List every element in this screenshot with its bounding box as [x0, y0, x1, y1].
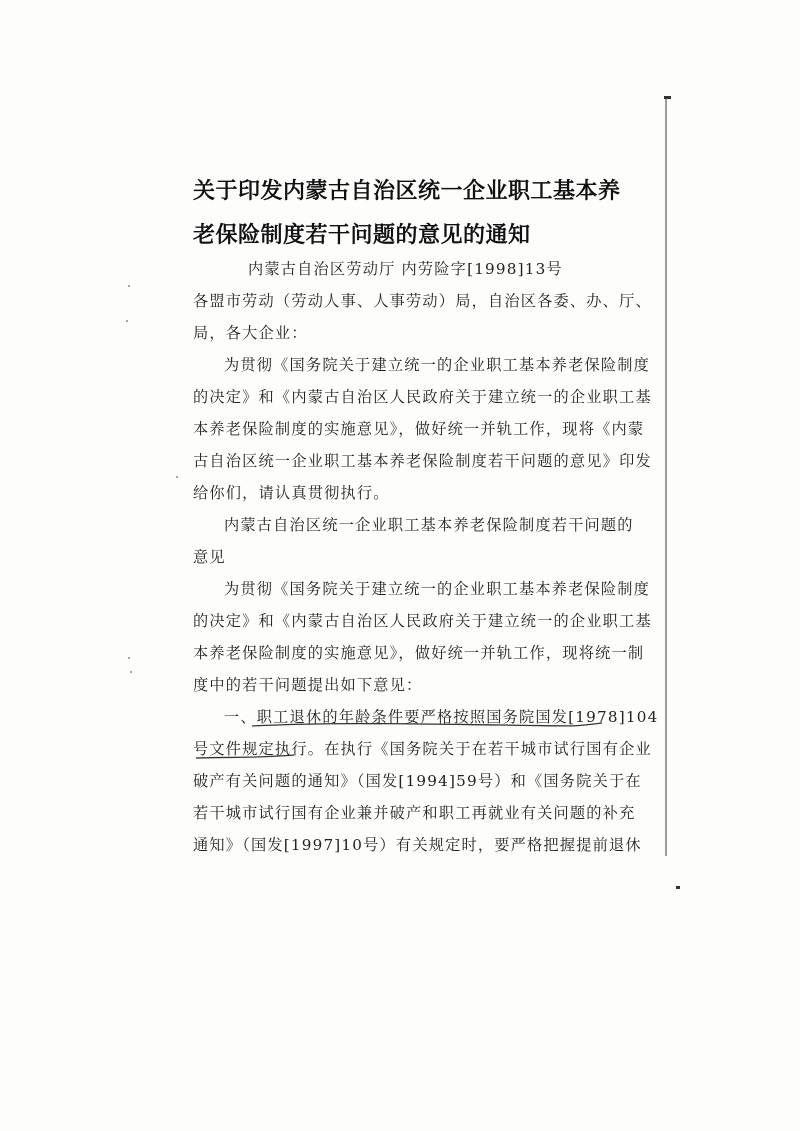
para3-line-2: [193, 738, 652, 759]
para2-line-4: 度中的若干问题提出如下意见：: [193, 676, 423, 694]
subtitle-line-1: 内蒙古自治区统一企业职工基本养老保险制度若干问题的: [224, 516, 634, 534]
para2-line-2: 的决定》和《内蒙古自治区人民政府关于建立统一的企业职工基: [193, 612, 652, 630]
item-number: 一、: [224, 708, 257, 726]
subtitle-line-2: 意见: [193, 548, 226, 566]
scan-speck: [128, 657, 130, 659]
scan-speck: [676, 886, 680, 889]
para2-line-3: 本养老保险制度的实施意见》，做好统一并轨工作，现将统一制: [193, 644, 645, 662]
issuer-line: 内蒙古自治区劳动厅 内劳险字[1998]13号: [248, 260, 563, 278]
addressee-line-1: 各盟市劳动（劳动人事、人事劳动）局，自治区各委、办、厅、: [193, 292, 652, 310]
scan-speck: [126, 320, 128, 322]
para3-line-3: 破产有关问题的通知》（国发[1994]59号）和《国务院关于在: [193, 772, 642, 790]
title-line-1: 关于印发内蒙古自治区统一企业职工基本养: [193, 179, 621, 204]
scan-speck: [176, 476, 178, 478]
scan-edge-line: [665, 96, 667, 856]
para3-line-2-rest: 在执行《国务院关于在若干城市试行国有企业: [324, 740, 652, 758]
para3-line-1: [224, 706, 658, 727]
para1-line-3: 本养老保险制度的实施意见》，做好统一并轨工作，现将《内蒙: [193, 420, 645, 438]
underlined-text-2: 号文件规定执行。: [193, 740, 325, 758]
para1-line-5: 给你们，请认真贯彻执行。: [193, 484, 390, 502]
scan-speck: [130, 671, 132, 673]
para1-line-1: 为贯彻《国务院关于建立统一的企业职工基本养老保险制度: [224, 356, 651, 374]
para2-line-1: 为贯彻《国务院关于建立统一的企业职工基本养老保险制度: [224, 580, 651, 598]
para1-line-2: 的决定》和《内蒙古自治区人民政府关于建立统一的企业职工基: [193, 388, 652, 406]
scan-speck: [128, 285, 130, 287]
title-line-2: 老保险制度若干问题的意见的通知: [193, 223, 531, 248]
para1-line-4: 古自治区统一企业职工基本养老保险制度若干问题的意见》印发: [193, 452, 652, 470]
scan-edge-mark: [664, 96, 671, 99]
addressee-line-2: 局，各大企业：: [193, 324, 308, 342]
para3-line-5: 通知》（国发[1997]10号）有关规定时，要严格把握提前退休: [193, 836, 642, 854]
underlined-text-1: 职工退休的年龄条件要严格按照国务院国发[1978]104: [256, 708, 659, 726]
para3-line-4: 若干城市试行国有企业兼并破产和职工再就业有关问题的补充: [193, 804, 636, 822]
